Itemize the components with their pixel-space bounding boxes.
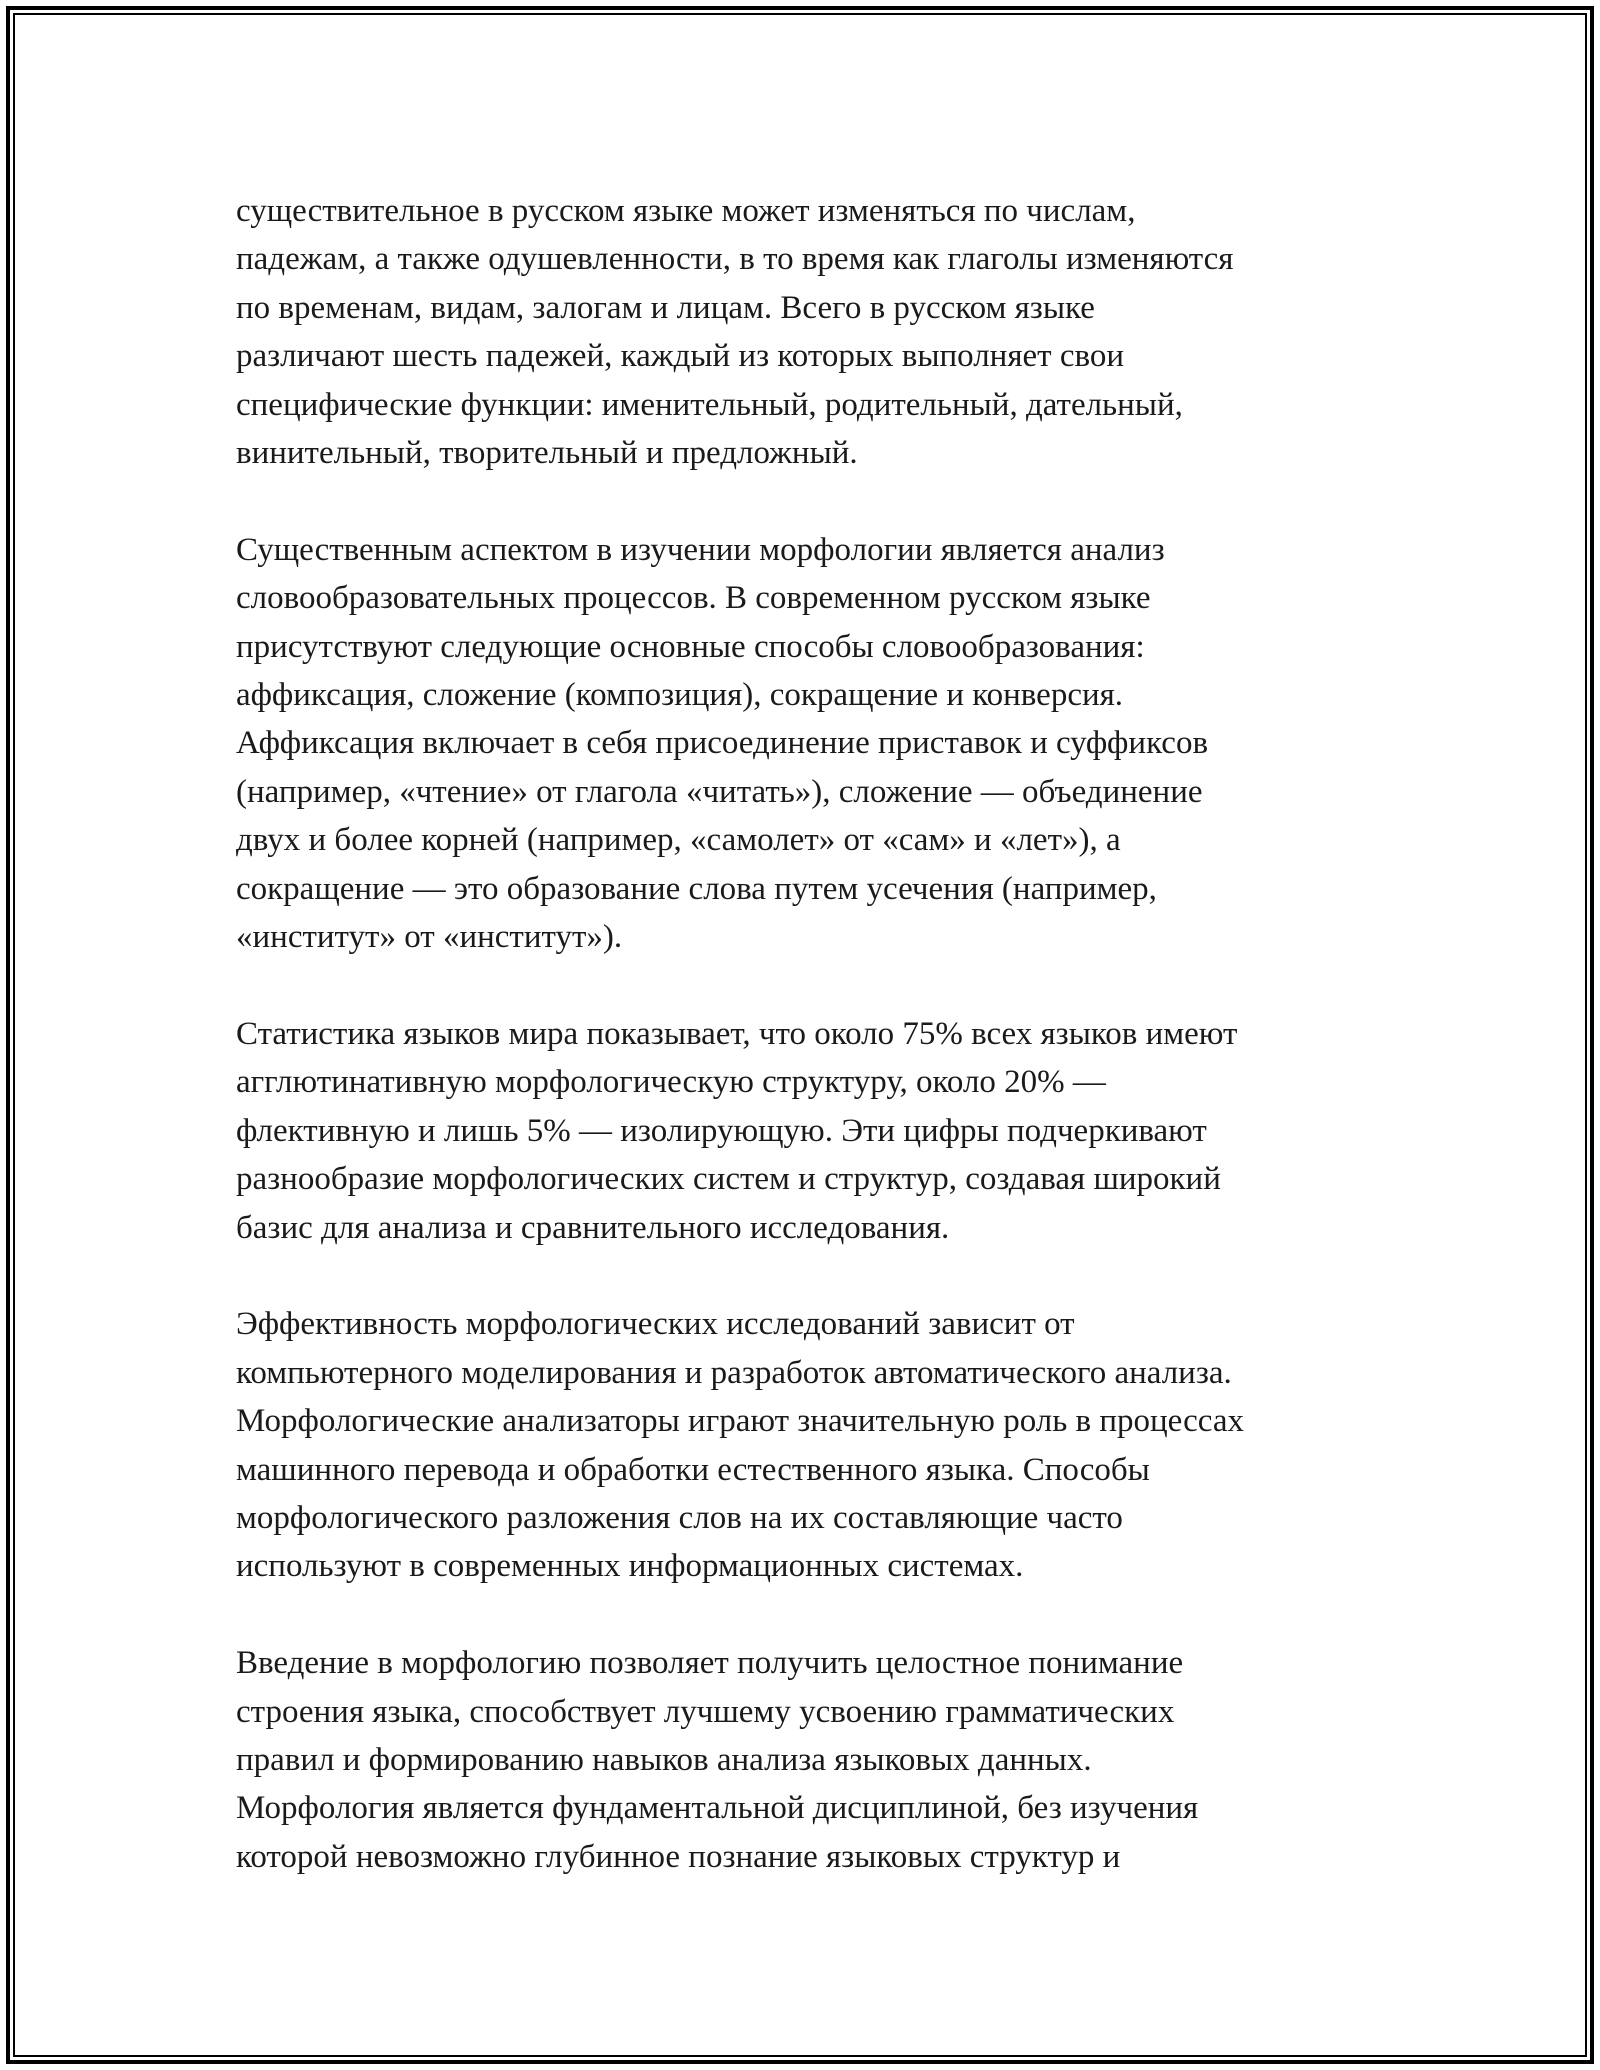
paragraph-2: Существенным аспектом в изучении морфологии является анализ словообразовательных процессов. В современном русском языке присутствуют следующие основные способы словообразования: аффиксация, сложение (композиция), сокращение и конверсия. Аффиксация включает в себя присоединение приставок и суффиксов (например, «чтение» от глагола «читать»), сложение — объединение двух и более корней (например, «самолет» от «сам» и «лет»), а сокращение — это образование слова путем усечения (например, «институт» от «институт»). <box>236 531 1209 956</box>
paragraph-5: Введение в морфологию позволяет получить целостное понимание строения языка, способствует лучшему усвоению грамматических правил и формированию навыков анализа языковых данных. Морфология является фундаментальной дисциплиной, без изучения которой невозможно глубинное познание языковых структур и <box>236 1645 1199 1875</box>
paragraph-4: Эффективность морфологических исследований зависит от компьютерного моделирования и разработок автоматического анализа. Морфологические анализаторы играют значительную роль в процессах машинного перевода и обработки естественного языка. Способы морфологического разложения слов на их составляющие часто используют в современных информационных системах. <box>236 1306 1244 1585</box>
paragraph-1: существительное в русском языке может изменяться по числам, падежам, а также одушевленности, в то время как глаголы изменяются по временам, видам, залогам и лицам. Всего в русском языке различают шесть падежей, каждый из которых выполняет свои специфические функции: именительный, родительный, дательный, винительный, творительный и предложный. <box>236 193 1234 472</box>
document-body <box>236 187 1396 1930</box>
paragraph-3: Статистика языков мира показывает, что около 75% всех языков имеют агглютинативную морфологическую структуру, около 20% — флективную и лишь 5% — изолирующую. Эти цифры подчеркивают разнообразие морфологических систем и структур, создавая широкий базис для анализа и сравнительного исследования. <box>236 1015 1238 1246</box>
